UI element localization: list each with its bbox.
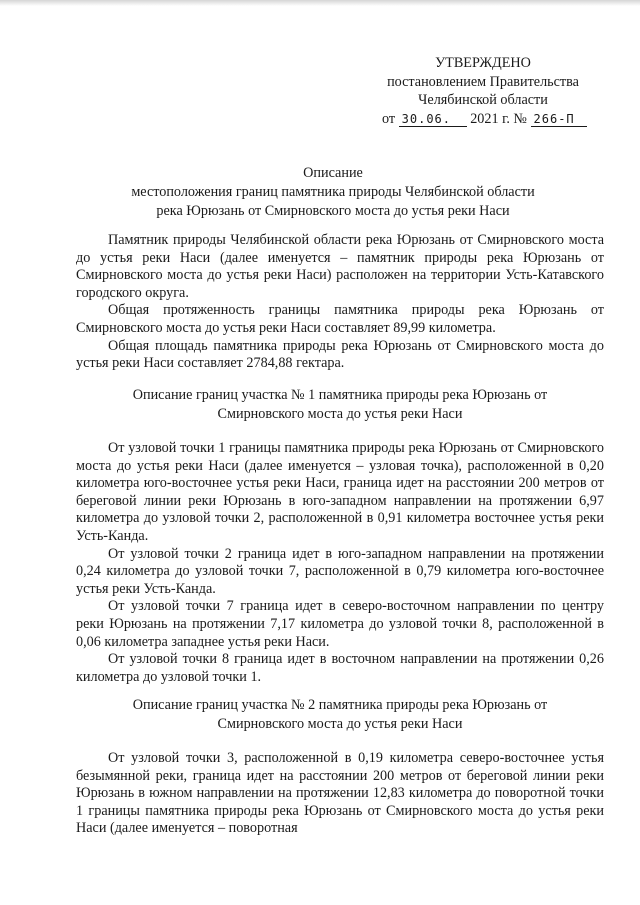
section-1-body [76, 440, 604, 686]
intro-paragraph: Памятник природы Челябинской области река Юрюзань от Смирновского моста до устья реки Наси (далее именуется – памятник природы река Юрюзань от Смирновского моста до устья реки Наси) расположен на территории Усть-Катавского городского округа. [76, 232, 604, 301]
section-2-body [76, 750, 604, 838]
intro-block [76, 232, 604, 373]
section-1-heading-line-1: Описание границ участка № 1 памятника природы река Юрюзань от [132, 387, 548, 403]
section-2-heading-line-1: Описание границ участка № 2 памятника природы река Юрюзань от [132, 697, 548, 713]
section-1-paragraph: От узловой точки 7 граница идет в северо-восточном направлении по центру реки Юрюзань на протяжении 7,17 километра до узловой точки 8, расположенной в 0,06 километра западнее устья реки Наси. [76, 598, 604, 650]
section-1-heading-line-2: Смирновского моста до устья реки Наси [217, 406, 463, 422]
approval-stamp [378, 54, 588, 128]
title-line-1: Описание [303, 165, 363, 181]
approval-date-line [378, 110, 588, 129]
section-1-paragraph: От узловой точки 8 граница идет в восточном направлении на протяжении 0,26 километра до узловой точки 1. [76, 651, 604, 685]
section-2-heading-line-2: Смирновского моста до устья реки Наси [217, 716, 463, 732]
section-2-paragraph: От узловой точки 3, расположенной в 0,19 километра северо-восточнее устья безымянной реки, граница идет на расстоянии 200 метров от береговой линии реки Юрюзань в южном направлении на протяжении 12,83 километра до поворотной точки 1 границы памятника природы река Юрюзань от Смирновского моста до устья реки Наси (далее именуется – поворотная [76, 750, 604, 837]
title-line-3: река Юрюзань от Смирновского моста до устья реки Наси [156, 203, 510, 219]
year-label: 2021 г. № [470, 110, 527, 127]
title-line-2: местоположения границ памятника природы Челябинской области [131, 184, 535, 200]
scan-edge-shadow [0, 0, 640, 6]
document-title [60, 164, 606, 221]
section-2-heading [76, 696, 604, 734]
approval-heading: УТВЕРЖДЕНО [435, 55, 531, 71]
length-paragraph: Общая протяженность границы памятника природы река Юрюзань от Смирновского моста до устья реки Наси составляет 89,99 километра. [76, 302, 604, 336]
approval-region: Челябинской области [418, 92, 548, 108]
handwritten-date: 30.06. [399, 113, 467, 127]
date-prefix: от [382, 110, 396, 127]
section-1-paragraph: От узловой точки 2 граница идет в юго-западном направлении на протяжении 0,24 километра до узловой точки 7, расположенной в 0,79 километра юго-восточнее устья реки Усть-Канда. [76, 545, 604, 597]
handwritten-number: 266-П [531, 113, 587, 127]
approval-authority: постановлением Правительства [387, 73, 579, 90]
section-1-paragraph: От узловой точки 1 границы памятника природы река Юрюзань от Смирновского моста до устья реки Наси (далее именуется – узловая точка), расположенной в 0,20 километра юго-восточнее устья реки Наси, граница идет на расстоянии 200 метров от береговой линии реки Юрюзань в юго-западном направлении на протяжении 6,97 километра до узловой точки 2, расположенной в 0,91 километра восточнее устья реки Усть-Канда. [76, 440, 604, 544]
section-1-heading [76, 386, 604, 424]
area-paragraph: Общая площадь памятника природы река Юрюзань от Смирновского моста до устья реки Наси составляет 2784,88 гектара. [76, 337, 604, 372]
